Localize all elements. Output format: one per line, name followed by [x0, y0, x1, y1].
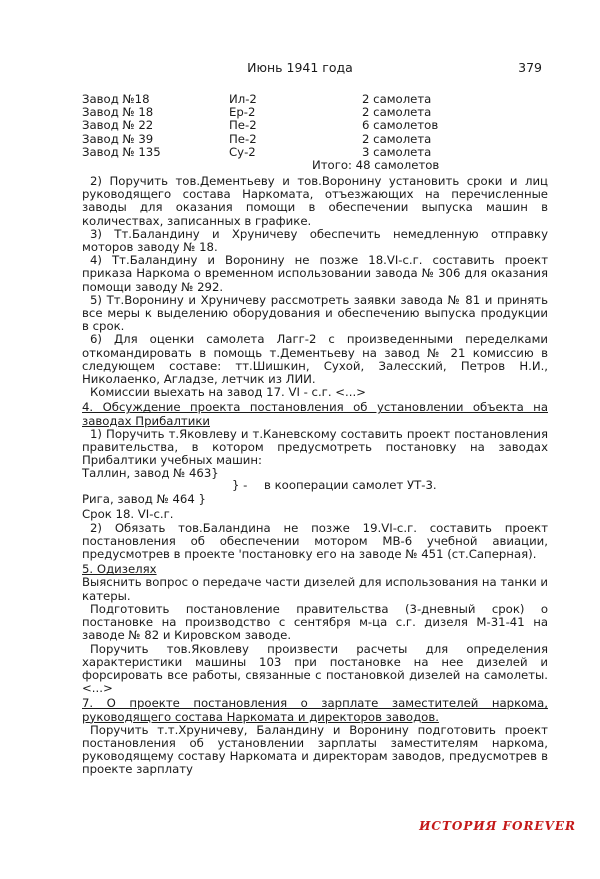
plants-table: [82, 93, 548, 173]
watermark: ИСТОРИЯ FOREVER: [419, 819, 576, 833]
paragraph-4-1: 1) Поручить т.Яковлеву и т.Каневскому составить проект постановления правительства, в котором предусмотреть постановку на заводах Прибалтики учебных машин:: [82, 426, 548, 468]
page-header: [0, 60, 600, 76]
section-heading-4: 4. Обсуждение проекта постановления об установлении объекта на заводах Прибалтики: [82, 400, 548, 428]
deadline-line: Срок 18. VI-с.г.: [82, 507, 174, 522]
paragraph-5-1: Выяснить вопрос о передаче части дизелей для использования на танки и катеры.: [82, 575, 548, 603]
coop-text: в кооперации самолет УТ-3.: [264, 478, 437, 493]
aircraft-cell: Пе-2: [229, 131, 257, 146]
table-total-row: [82, 159, 548, 172]
paragraph-4-2: 2) Обязать тов.Баландина не позже 19.VI-с.г. составить проект постановления об обеспечении мотором МВ-6 учебной авиации, предусмотрев в проекте 'постановку его на заводе № 451 (ст.Саперная).: [82, 520, 548, 562]
section-heading-5: 5. Одизелях: [82, 562, 157, 577]
coop-line-riga: Рига, завод № 464 }: [82, 492, 206, 507]
plant-cell: Завод №18: [82, 92, 150, 106]
count-cell: 2 самолета: [362, 131, 432, 146]
paragraph-5-3: Поручить тов.Яковлеву произвести расчеты для определения характеристики машины 103 при постановке на нее дизелей и форсировать все работы, связанные с постановкой дизелей на самолеты. <...>: [82, 641, 548, 696]
aircraft-cell: Су-2: [229, 144, 256, 159]
count-cell: 3 самолета: [362, 144, 432, 159]
table-row: [82, 146, 548, 159]
cooperation-block: [82, 466, 548, 507]
count-cell: 2 самолета: [362, 92, 432, 106]
aircraft-cell: Ер-2: [229, 105, 256, 120]
paragraph-4: 4) Тт.Баландину и Воронину не позже 18.VI-с.г. составить проект приказа Наркома о временном использовании завода № 306 для оказания помощи заводу № 292.: [82, 253, 548, 294]
count-cell: 2 самолета: [362, 105, 432, 120]
aircraft-cell: Пе-2: [229, 118, 257, 133]
plant-cell: Завод № 22: [82, 118, 154, 133]
paragraph-5-2: Подготовить постановление правительства (3-дневный срок) о постановке на производство с сентября м-ца с.г. дизеля М-31-41 на заводе № 82 и Кировском заводе.: [82, 601, 548, 643]
paragraph-5: 5) Тт.Воронину и Хруничеву рассмотреть заявки завода № 81 и принять все меры к выделению оборудования и обеспечению выпуска продукции в срок.: [82, 292, 548, 334]
total-text: Итого: 48 самолетов: [312, 157, 440, 172]
coop-line-tallinn: Таллин, завод № 463}: [82, 466, 219, 481]
paragraph-6: 6) Для оценки самолета Лагг-2 с произведенными переделками откомандировать в помощь т.Дементьеву на завод № 21 комиссию в следующем составе: тт.Шишкин, Сухой, Залесский, Петров Н.И., Николаенко, Агладзе, летчик из ЛИИ.: [82, 332, 548, 387]
section-heading-7: 7. О проекте постановления о зарплате заместителей наркома, руководящего состава Наркомата и директоров заводов.: [82, 696, 548, 724]
plant-cell: Завод № 18: [82, 105, 154, 120]
paragraph-3: 3) Тт.Баландину и Хруничеву обеспечить немедленную отправку моторов заводу № 18.: [82, 226, 548, 255]
paragraph-2: 2) Поручить тов.Дементьеву и тов.Воронину установить сроки и лиц руководящего состава Наркомата, отъезжающих на перечисленные заводы для оказания помощи в обеспечении выпуска машин в количествах, записанных в графике.: [82, 174, 548, 228]
table-row: [82, 119, 548, 132]
plant-cell: Завод № 135: [82, 144, 161, 159]
aircraft-cell: Ил-2: [229, 92, 257, 106]
table-row: [82, 133, 548, 146]
plant-cell: Завод № 39: [82, 131, 154, 146]
page-number: 379: [518, 60, 542, 75]
coop-brace: } -: [232, 478, 248, 493]
count-cell: 6 самолетов: [362, 118, 439, 133]
paragraph-7-1: Поручить т.т.Хруничеву, Баландину и Воронину подготовить проект постановления об установлении зарплаты заместителям наркома, руководящему составу Наркомата и директорам заводов, предусмотрев в проекте зарплату: [82, 722, 548, 777]
page-title: Июнь 1941 года: [247, 60, 353, 75]
paragraph-6b: Комиссии выехать на завод 17. VI - с.г. <...>: [90, 385, 366, 400]
document-body: [82, 93, 548, 777]
